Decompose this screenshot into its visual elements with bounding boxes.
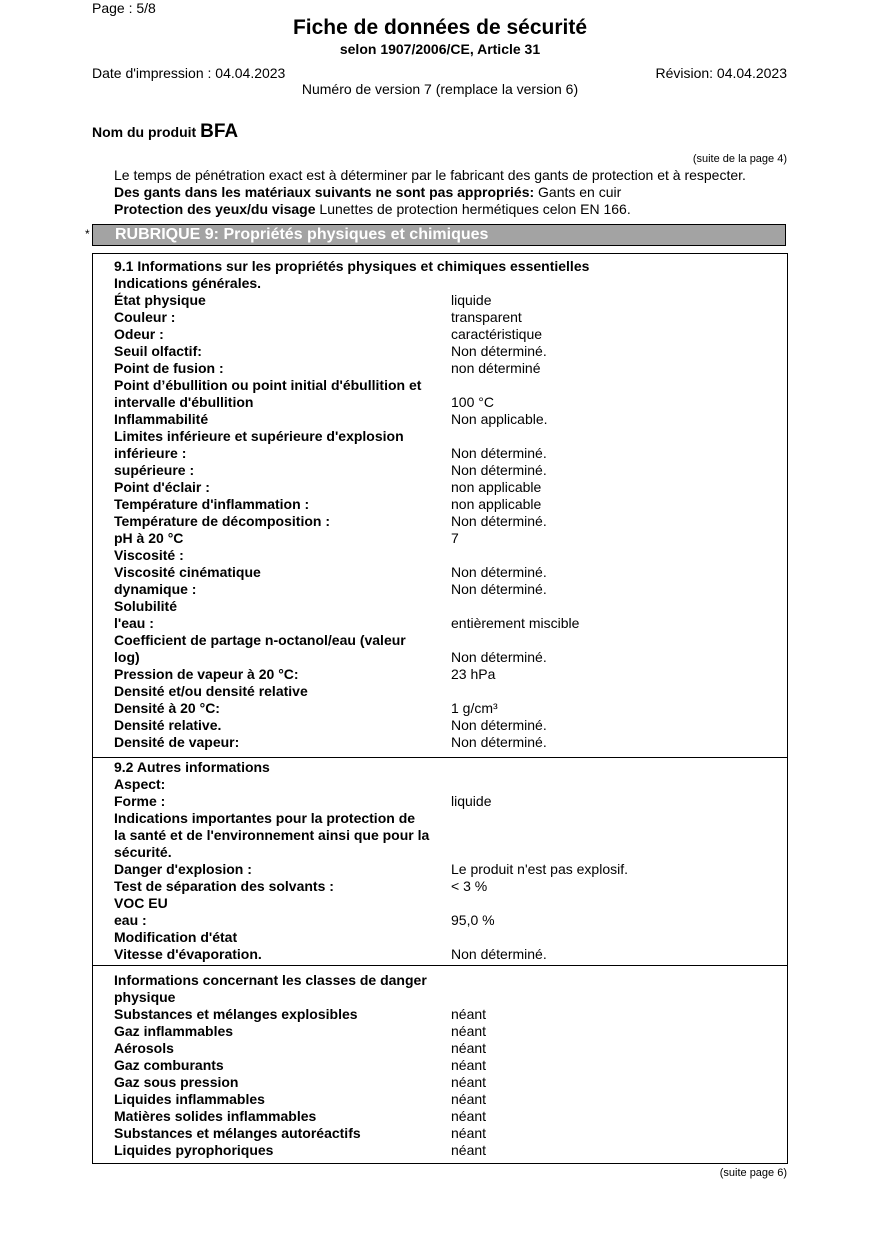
property-row — [114, 343, 754, 360]
property-row — [114, 598, 754, 615]
property-label: Odeur : — [114, 326, 164, 342]
property-row — [114, 759, 754, 776]
print-date: Date d'impression : 04.04.2023 — [92, 65, 286, 81]
eye-protection-value: Lunettes de protection hermétiques celon EN 166. — [319, 201, 631, 217]
property-label: Test de séparation des solvants : — [114, 878, 334, 894]
property-row — [114, 683, 754, 700]
property-label: Modification d'état — [114, 929, 238, 945]
property-row — [114, 827, 754, 844]
property-row — [114, 513, 754, 530]
property-value: liquide — [451, 793, 492, 809]
property-value: caractéristique — [451, 326, 543, 342]
property-row — [114, 666, 754, 683]
property-label: supérieure : — [114, 462, 195, 478]
property-row — [114, 411, 754, 428]
property-label: pH à 20 °C — [114, 530, 184, 546]
property-value: non déterminé — [451, 360, 541, 376]
property-row — [114, 615, 754, 632]
property-label: Densité relative. — [114, 717, 222, 733]
property-row — [114, 1125, 754, 1142]
property-label: Gaz comburants — [114, 1057, 224, 1073]
intro-line-gloves-materials — [114, 184, 621, 200]
property-value: Non déterminé. — [451, 513, 547, 529]
property-row — [114, 309, 754, 326]
property-label: Point d'éclair : — [114, 479, 210, 495]
property-label: physique — [114, 989, 176, 1005]
document-subtitle: selon 1907/2006/CE, Article 31 — [339, 41, 541, 57]
property-value: 1 g/cm³ — [451, 700, 498, 716]
property-value: non applicable — [451, 479, 542, 495]
property-label: Seuil olfactif: — [114, 343, 202, 359]
property-label: Danger d'explosion : — [114, 861, 252, 877]
property-row — [114, 445, 754, 462]
property-row — [114, 878, 754, 895]
property-label: l'eau : — [114, 615, 154, 631]
property-label: Indications importantes pour la protection de — [114, 810, 416, 826]
property-value: Non déterminé. — [451, 445, 547, 461]
property-label: Gaz inflammables — [114, 1023, 234, 1039]
property-value: Non déterminé. — [451, 564, 547, 580]
property-label: 9.2 Autres informations — [114, 759, 270, 775]
property-label: État physique — [114, 292, 206, 308]
block-9-2-rows — [114, 759, 754, 963]
property-label: Indications générales. — [114, 275, 262, 291]
property-label: Substances et mélanges explosibles — [114, 1006, 358, 1022]
section-9-title: RUBRIQUE 9: Propriétés physiques et chimiques — [115, 226, 489, 243]
property-label: Densité et/ou densité relative — [114, 683, 308, 699]
property-row — [114, 946, 754, 963]
property-label: Aérosols — [114, 1040, 174, 1056]
property-value: 95,0 % — [451, 912, 495, 928]
property-row — [114, 632, 754, 649]
property-row — [114, 700, 754, 717]
property-value: 23 hPa — [451, 666, 496, 682]
property-row — [114, 394, 754, 411]
property-row — [114, 547, 754, 564]
property-label: Solubilité — [114, 598, 177, 614]
property-row — [114, 258, 754, 275]
property-row — [114, 861, 754, 878]
property-row — [114, 564, 754, 581]
property-label: eau : — [114, 912, 147, 928]
property-label: Limites inférieure et supérieure d'explosion — [114, 428, 404, 444]
property-label: Température de décomposition : — [114, 513, 330, 529]
property-value: néant — [451, 1142, 487, 1158]
property-label: Informations concernant les classes de danger — [114, 972, 427, 988]
property-label: Inflammabilité — [114, 411, 209, 427]
property-row — [114, 1108, 754, 1125]
block-9-1-rows — [114, 258, 754, 751]
property-label: Viscosité : — [114, 547, 184, 563]
property-label: Température d'inflammation : — [114, 496, 310, 512]
property-label: Point d’ébullition ou point initial d'ébullition et — [114, 377, 422, 393]
property-row — [114, 1040, 754, 1057]
document-title: Fiche de données de sécurité — [292, 16, 588, 39]
property-label: sécurité. — [114, 844, 172, 860]
property-value: néant — [451, 1040, 487, 1056]
property-label: Couleur : — [114, 309, 176, 325]
property-value: non applicable — [451, 496, 542, 512]
property-value: 100 °C — [451, 394, 494, 410]
section-9-header — [92, 224, 786, 246]
property-row — [114, 989, 754, 1006]
property-value: Non déterminé. — [451, 734, 547, 750]
property-label: Gaz sous pression — [114, 1074, 239, 1090]
property-label: Densité de vapeur: — [114, 734, 240, 750]
property-row — [114, 1057, 754, 1074]
property-value: Non déterminé. — [451, 946, 547, 962]
property-value: néant — [451, 1023, 487, 1039]
property-label: 9.1 Informations sur les propriétés physiques et chimiques essentielles — [114, 258, 590, 274]
property-value: Non applicable. — [451, 411, 548, 427]
property-row — [114, 929, 754, 946]
revision-date: Révision: 04.04.2023 — [655, 65, 787, 81]
property-row — [114, 377, 754, 394]
product-name: BFA — [200, 121, 239, 142]
property-label: Liquides pyrophoriques — [114, 1142, 274, 1158]
property-label: Matières solides inflammables — [114, 1108, 317, 1124]
property-value: Non déterminé. — [451, 581, 547, 597]
property-value: néant — [451, 1125, 487, 1141]
property-value: néant — [451, 1108, 487, 1124]
property-label: Viscosité cinématique — [114, 564, 261, 580]
property-label: la santé et de l'environnement ainsi que pour la — [114, 827, 430, 843]
property-value: Non déterminé. — [451, 717, 547, 733]
property-value: néant — [451, 1006, 487, 1022]
property-row — [114, 972, 754, 989]
property-row — [114, 776, 754, 793]
property-label: Point de fusion : — [114, 360, 224, 376]
intro-line-eye-protection — [114, 201, 631, 217]
page-number: Page : 5/8 — [92, 0, 156, 16]
property-label: VOC EU — [114, 895, 168, 911]
gloves-materials-label: Des gants dans les matériaux suivants ne sont pas appropriés: — [114, 184, 535, 200]
property-value: néant — [451, 1057, 487, 1073]
property-value: néant — [451, 1074, 487, 1090]
property-row — [114, 895, 754, 912]
property-row — [114, 326, 754, 343]
property-label: log) — [114, 649, 140, 665]
property-row — [114, 1023, 754, 1040]
property-value: Le produit n'est pas explosif. — [451, 861, 629, 877]
continued-from-note: (suite de la page 4) — [692, 153, 787, 165]
property-label: Densité à 20 °C: — [114, 700, 220, 716]
property-row — [114, 1006, 754, 1023]
property-label: Coefficient de partage n-octanol/eau (valeur — [114, 632, 406, 648]
property-row — [114, 479, 754, 496]
continued-to-note: (suite page 6) — [719, 1167, 787, 1179]
property-row — [114, 462, 754, 479]
property-row — [114, 581, 754, 598]
property-label: intervalle d'ébullition — [114, 394, 254, 410]
property-row — [114, 810, 754, 827]
property-value: < 3 % — [451, 878, 488, 894]
property-label: Liquides inflammables — [114, 1091, 265, 1107]
property-row — [114, 1142, 754, 1159]
property-value: néant — [451, 1091, 487, 1107]
property-label: Vitesse d'évaporation. — [114, 946, 262, 962]
property-row — [114, 734, 754, 751]
property-row — [114, 793, 754, 810]
property-value: liquide — [451, 292, 492, 308]
property-row — [114, 844, 754, 861]
property-value: transparent — [451, 309, 522, 325]
property-value: entièrement miscible — [451, 615, 580, 631]
property-label: Substances et mélanges autoréactifs — [114, 1125, 361, 1141]
property-value: Non déterminé. — [451, 343, 547, 359]
gloves-materials-value: Gants en cuir — [538, 184, 622, 200]
block-hazard-classes-rows — [114, 972, 754, 1159]
property-row — [114, 912, 754, 929]
property-row — [114, 275, 754, 292]
property-value: Non déterminé. — [451, 462, 547, 478]
property-label: Forme : — [114, 793, 166, 809]
property-label: Aspect: — [114, 776, 166, 792]
property-row — [114, 1091, 754, 1108]
property-value: Non déterminé. — [451, 649, 547, 665]
property-row — [114, 530, 754, 547]
property-label: dynamique : — [114, 581, 197, 597]
property-row — [114, 717, 754, 734]
revision-marker: * — [85, 227, 90, 241]
property-label: Pression de vapeur à 20 °C: — [114, 666, 299, 682]
product-label-text: Nom du produit — [92, 124, 197, 140]
intro-line-gloves-penetration: Le temps de pénétration exact est à déterminer par le fabricant des gants de protection et à respecter. — [114, 167, 746, 183]
eye-protection-label: Protection des yeux/du visage — [114, 201, 316, 217]
property-row — [114, 649, 754, 666]
property-value: 7 — [451, 530, 459, 546]
property-label: inférieure : — [114, 445, 187, 461]
property-row — [114, 496, 754, 513]
property-row — [114, 292, 754, 309]
property-row — [114, 360, 754, 377]
product-name-label — [92, 121, 238, 143]
property-row — [114, 1074, 754, 1091]
property-row — [114, 428, 754, 445]
version-number: Numéro de version 7 (remplace la version 6) — [301, 81, 579, 97]
